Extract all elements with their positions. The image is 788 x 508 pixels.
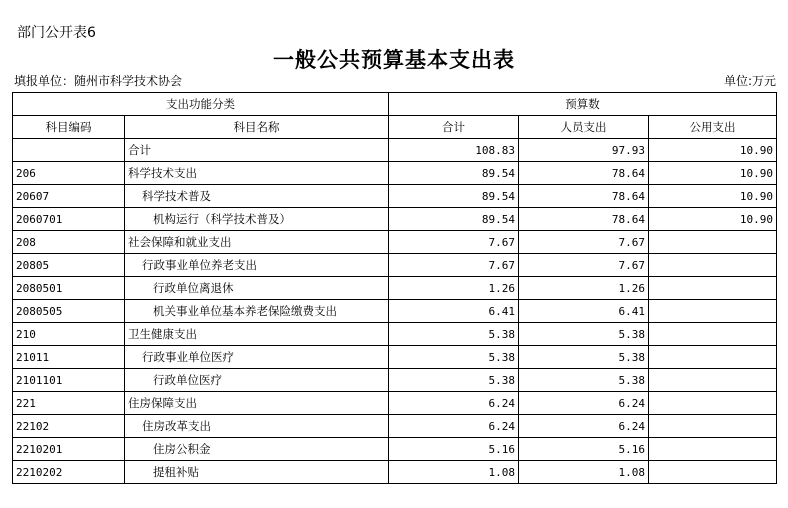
cell-code: 2080505 <box>13 300 125 323</box>
table-row <box>13 277 777 300</box>
cell-total: 7.67 <box>389 254 519 277</box>
cell-name: 机关事业单位基本养老保险缴费支出 <box>125 300 389 323</box>
cell-personnel: 1.26 <box>519 277 649 300</box>
cell-public: 10.90 <box>649 185 777 208</box>
cell-name: 行政事业单位医疗 <box>125 346 389 369</box>
cell-total: 6.24 <box>389 392 519 415</box>
cell-total: 89.54 <box>389 208 519 231</box>
cell-name: 住房保障支出 <box>125 392 389 415</box>
budget-group-header: 预算数 <box>389 93 777 116</box>
column-header-total: 合计 <box>389 116 519 139</box>
group-header-row <box>13 93 777 116</box>
cell-name: 提租补贴 <box>125 461 389 484</box>
cell-name: 住房公积金 <box>125 438 389 461</box>
cell-name: 住房改革支出 <box>125 415 389 438</box>
cell-code: 221 <box>13 392 125 415</box>
cell-public <box>649 461 777 484</box>
table-row <box>13 415 777 438</box>
column-header-name: 科目名称 <box>125 116 389 139</box>
category-group-header: 支出功能分类 <box>13 93 389 116</box>
cell-code: 21011 <box>13 346 125 369</box>
table-row <box>13 369 777 392</box>
cell-public <box>649 369 777 392</box>
cell-personnel: 78.64 <box>519 185 649 208</box>
table-row <box>13 185 777 208</box>
table-row <box>13 438 777 461</box>
cell-public <box>649 254 777 277</box>
cell-code: 208 <box>13 231 125 254</box>
cell-personnel: 5.38 <box>519 346 649 369</box>
cell-total: 89.54 <box>389 162 519 185</box>
cell-code: 20607 <box>13 185 125 208</box>
cell-total: 7.67 <box>389 231 519 254</box>
cell-name: 科学技术支出 <box>125 162 389 185</box>
document-label: 部门公开表6 <box>17 25 96 41</box>
table-row <box>13 208 777 231</box>
column-header-code: 科目编码 <box>13 116 125 139</box>
table-body <box>13 139 777 484</box>
cell-code: 2080501 <box>13 277 125 300</box>
cell-code: 2060701 <box>13 208 125 231</box>
column-header-personnel: 人员支出 <box>519 116 649 139</box>
cell-total: 108.83 <box>389 139 519 162</box>
cell-total: 5.38 <box>389 323 519 346</box>
cell-code: 2101101 <box>13 369 125 392</box>
cell-public <box>649 231 777 254</box>
cell-public: 10.90 <box>649 208 777 231</box>
cell-name: 社会保障和就业支出 <box>125 231 389 254</box>
cell-total: 1.08 <box>389 461 519 484</box>
table-row <box>13 392 777 415</box>
cell-personnel: 5.38 <box>519 323 649 346</box>
cell-name: 机构运行（科学技术普及） <box>125 208 389 231</box>
cell-public <box>649 438 777 461</box>
cell-code: 206 <box>13 162 125 185</box>
cell-personnel: 7.67 <box>519 231 649 254</box>
cell-total: 6.41 <box>389 300 519 323</box>
cell-code: 20805 <box>13 254 125 277</box>
cell-public <box>649 415 777 438</box>
cell-personnel: 78.64 <box>519 162 649 185</box>
cell-total: 5.38 <box>389 369 519 392</box>
currency-unit: 单位:万元 <box>723 74 776 88</box>
cell-personnel: 7.67 <box>519 254 649 277</box>
cell-code: 22102 <box>13 415 125 438</box>
table-row <box>13 461 777 484</box>
cell-personnel: 6.41 <box>519 300 649 323</box>
table-row <box>13 139 777 162</box>
budget-expenditure-table <box>12 92 777 484</box>
cell-code: 210 <box>13 323 125 346</box>
cell-personnel: 5.38 <box>519 369 649 392</box>
cell-public: 10.90 <box>649 162 777 185</box>
cell-total: 5.38 <box>389 346 519 369</box>
cell-personnel: 6.24 <box>519 392 649 415</box>
cell-public <box>649 323 777 346</box>
table-row <box>13 323 777 346</box>
cell-name: 科学技术普及 <box>125 185 389 208</box>
cell-total: 1.26 <box>389 277 519 300</box>
column-header-public: 公用支出 <box>649 116 777 139</box>
cell-name: 行政单位医疗 <box>125 369 389 392</box>
cell-total: 6.24 <box>389 415 519 438</box>
reporting-unit: 填报单位：随州市科学技术协会 <box>14 74 183 88</box>
cell-public <box>649 392 777 415</box>
cell-total: 5.16 <box>389 438 519 461</box>
cell-code <box>13 139 125 162</box>
cell-name: 卫生健康支出 <box>125 323 389 346</box>
page-title: 一般公共预算基本支出表 <box>273 47 515 72</box>
table-row <box>13 254 777 277</box>
cell-public <box>649 277 777 300</box>
column-header-row <box>13 116 777 139</box>
table-row <box>13 231 777 254</box>
cell-total: 89.54 <box>389 185 519 208</box>
cell-code: 2210202 <box>13 461 125 484</box>
cell-public <box>649 300 777 323</box>
cell-name: 合计 <box>125 139 389 162</box>
cell-personnel: 97.93 <box>519 139 649 162</box>
cell-personnel: 5.16 <box>519 438 649 461</box>
cell-code: 2210201 <box>13 438 125 461</box>
cell-personnel: 6.24 <box>519 415 649 438</box>
table-row <box>13 346 777 369</box>
cell-personnel: 78.64 <box>519 208 649 231</box>
cell-public: 10.90 <box>649 139 777 162</box>
cell-name: 行政单位离退休 <box>125 277 389 300</box>
table-row <box>13 300 777 323</box>
table-row <box>13 162 777 185</box>
cell-public <box>649 346 777 369</box>
cell-name: 行政事业单位养老支出 <box>125 254 389 277</box>
cell-personnel: 1.08 <box>519 461 649 484</box>
